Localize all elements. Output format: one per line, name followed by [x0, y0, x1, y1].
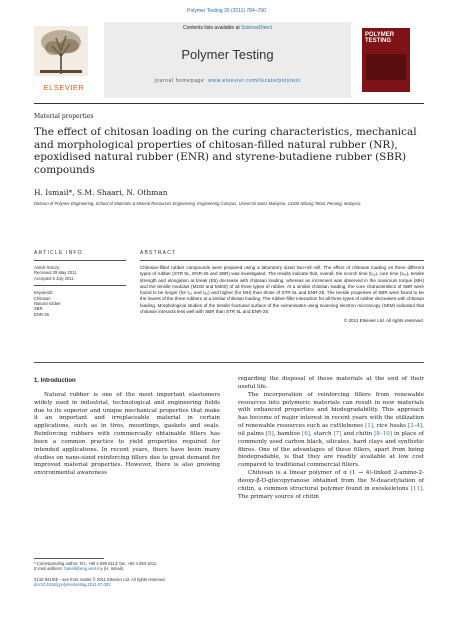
cover-title: POLYMER TESTING — [365, 32, 395, 44]
keywords — [34, 290, 126, 317]
journal-title: Polymer Testing — [181, 47, 274, 62]
article-history — [34, 265, 126, 281]
citation-link[interactable]: [2–4] — [407, 423, 423, 430]
journal-reference[interactable]: Polymer Testing 30 (2011) 784–790 — [187, 8, 266, 14]
email-link[interactable]: hanafi@eng.usm.my — [64, 566, 103, 572]
email-line: E-mail address: hanafi@eng.usm.my (H. Ismail). — [34, 566, 125, 572]
authors[interactable]: H. Ismail*, S.M. Shaari, N. Othman — [34, 188, 168, 197]
citation-link[interactable]: [8–10] — [374, 430, 393, 437]
intro-paragraph: Natural rubber is one of the most important elastomers widely used in industrial, technological and engineering fields due to its superior and unique mechanical properties that make it an important and irreplaceable material in certain applications, such as in tires, mountings, gaskets and seals. Reinforcing rubbers with commercially obtainable fillers has been a common practice to yield properties required for intended applications. In recent years, there have been many studies on nano-sized reinforcing fillers due to great demand for improved material properties. However, there is also growing environmental awareness — [34, 391, 220, 477]
received-date: Received 29 May 2011 — [34, 270, 77, 276]
intro-paragraph: The incorporation of reinforcing fillers from renewable resources into polymeric materials can result in new materials with enhanced properties and biodegradability. This approach has become of major interest in recent years with the utilization of renewable resources such as cuttlebones [1], rice husks [2–4], oil palms [5], bamboo [6], starch [7] and chitin [8–10] in place of commonly used carbon black, silicates, hard clays and synthetic fibres. One of the advantages of these fillers, apart from being biodegradable, is that they are readily available at low cost compared to traditional commercial fillers. — [238, 391, 424, 469]
article-info — [34, 250, 126, 317]
citation-link[interactable]: [7] — [333, 430, 342, 437]
keyword: ENR-25 — [34, 311, 49, 317]
header-divider — [34, 103, 424, 104]
keyword: SBR — [34, 306, 43, 312]
citation-link[interactable]: [11] — [410, 485, 423, 492]
abstract-text: Chitosan-filled rubber compounds were prepared using a laboratory sized two-roll mill. The effect of chitosan loading on three different types of rubber (STR 5L, ENR-25 and SBR) was investigated. The results indicate that, overall, the scorch time (t₅₂), cure time (t₉₀), tensile strength and elongation at break (Eb) decrease with chitosan loading, whereas an increment was observed in the maximum torque (MH) and the tensile modulus (M100 and M300) of all three types of rubber. At a similar chitosan loading, the cure characteristics of SBR were found to be longer (for t₅₂ and t₉₀) and higher (for MH) than those of STR 5L and ENR-25. The tensile properties of SBR were found to be the lowest of the three rubbers at a similar chitosan loading. The rubber-filler interaction for all three types of rubber decreases with chitosan loading. Morphological studies of the tensile fractured surface of the vulcanisates using scanning electron microscopy (SEM) indicated that chitosan interacts less well with SBR than STR 5L and ENR-25. — [140, 265, 424, 315]
keyword: Chitosan — [34, 295, 51, 301]
abstract-heading: ABSTRACT — [140, 250, 177, 256]
footnote-divider — [34, 558, 104, 559]
elsevier-logo — [34, 24, 94, 94]
homepage-prefix: journal homepage: — [154, 78, 209, 84]
article-info-heading: ARTICLE INFO — [34, 250, 83, 256]
contents-prefix: Contents lists available at — [183, 25, 242, 31]
article-info-divider — [34, 260, 126, 261]
intro-heading: 1. Introduction — [34, 378, 76, 384]
intro-paragraph: regarding the disposal of these materials at the end of their useful life. — [238, 376, 424, 390]
homepage-line — [104, 78, 351, 84]
keywords-divider — [34, 285, 126, 286]
citation-link[interactable]: [5] — [265, 430, 274, 437]
abstract-bottom-rule — [34, 362, 424, 363]
contents-line — [104, 22, 351, 31]
citation-link[interactable]: [1] — [365, 423, 374, 430]
keywords-label: Keywords: — [34, 290, 54, 296]
journal-cover — [362, 28, 410, 92]
affiliation: Division of Polymer Engineering, School of Materials & Mineral Resources Engineering, Engineering Campus, Universiti Sains Malaysia, 14300 Nibong Tebal, Penang, Malaysia — [34, 201, 361, 206]
intro-left-column — [34, 378, 220, 478]
footnote — [34, 561, 224, 588]
doi-link[interactable]: doi:10.1016/j.polymertesting.2011.07.003 — [34, 582, 111, 588]
homepage-link[interactable]: www.elsevier.com/locate/polytest — [208, 78, 301, 84]
abstract-divider — [140, 260, 424, 261]
issn-line: 0142-9418/$ – see front matter © 2011 Elsevier Ltd. All rights reserved. — [34, 576, 166, 582]
corresponding-author: * Corresponding author. Tel.: +60 4 599 6113; fax: +60 4 594 1011. — [34, 561, 158, 566]
keyword: Natural rubber — [34, 301, 61, 307]
sciencedirect-link[interactable]: ScienceDirect — [241, 25, 272, 31]
elsevier-tree-icon — [34, 26, 88, 76]
intro-right-column — [238, 376, 424, 502]
abstract — [140, 250, 424, 323]
citation-link[interactable]: [6] — [302, 430, 310, 437]
history-label: Article history: — [34, 265, 61, 270]
paper-title: The effect of chitosan loading on the curing characteristics, mechanical and morphological properties of chitosan-filled natural rubber (NR), epoxidised natural rubber (ENR) and styrene-butadiene rubber (SBR) compounds — [34, 126, 417, 176]
section-label: Material properties — [34, 113, 94, 120]
elsevier-wordmark: ELSEVIER — [43, 83, 85, 92]
accepted-date: Accepted 6 July 2011 — [34, 275, 74, 281]
journal-masthead — [104, 22, 351, 98]
cover-image — [366, 54, 406, 80]
abstract-copyright: © 2011 Elsevier Ltd. All rights reserved. — [343, 318, 424, 324]
intro-paragraph: Chitosan is a linear polymer of α (1 → 4)-linked 2-amino-2-deoxy-β-D-glucopyranose obtained from the N-deacetylation of chitin, a common structural polymer found in exoskeletons [11]. The primary source of chitin — [238, 470, 424, 500]
